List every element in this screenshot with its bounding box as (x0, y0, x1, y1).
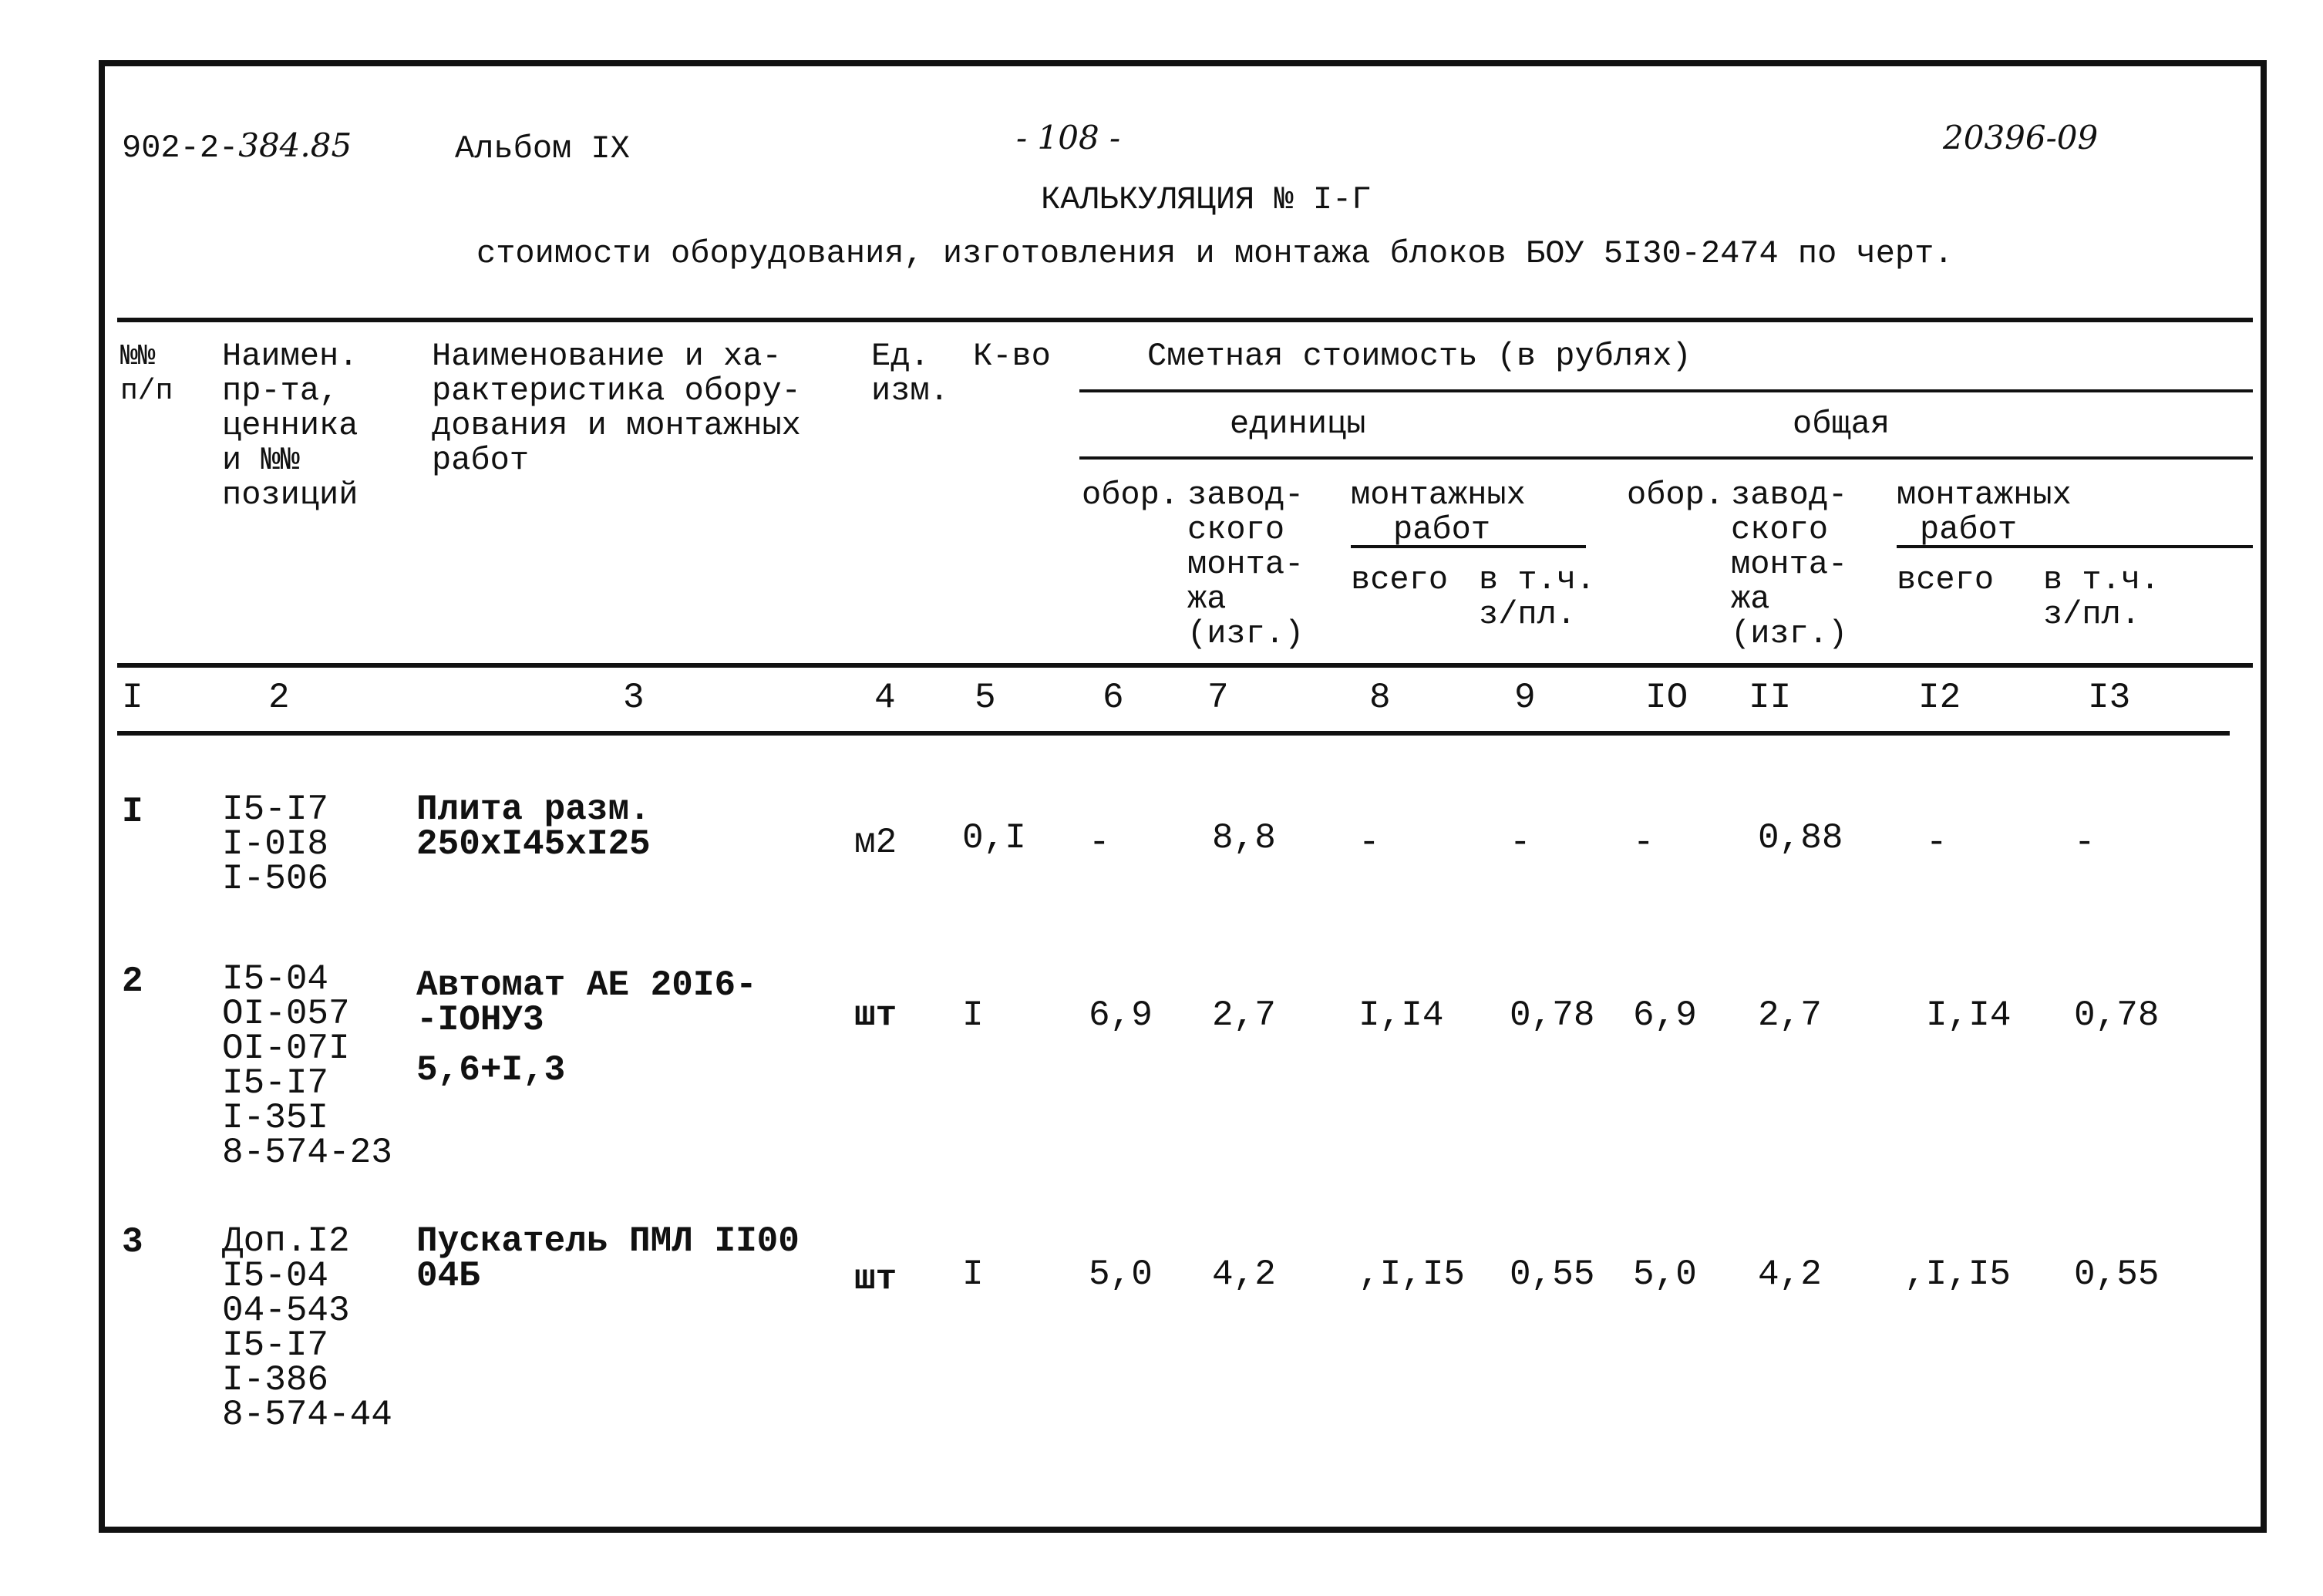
row-unit: м2 (854, 823, 897, 863)
row-c13: 0,55 (2074, 1254, 2160, 1295)
doc-code-prefix: 902-2- (122, 130, 239, 167)
row-c9: - (1510, 823, 1531, 863)
page-number: - 108 - (1016, 119, 1121, 157)
col-number: II (1749, 678, 1792, 718)
col-header-number: №№ п/п (120, 340, 173, 408)
row-qty: I (962, 995, 984, 1035)
col-number: I2 (1918, 678, 1961, 718)
doc-subtitle: стоимости оборудования, изготовления и монтажа блоков БОУ 5I30-2474 по черт. (476, 235, 1954, 272)
col-header-unit: Ед. изм. (871, 338, 949, 409)
col-header-qty: К-во (973, 338, 1051, 375)
row-c11: 4,2 (1758, 1254, 1822, 1295)
col-number: 4 (874, 678, 896, 718)
col-header-mont-total (1897, 478, 2072, 547)
row-c13: 0,78 (2074, 995, 2160, 1035)
mont-unit-label-a: монтажных (1351, 476, 1526, 513)
col-header-obor-total: обор. (1627, 476, 1725, 513)
col-header-unit-cost: единицы (1230, 406, 1366, 443)
row-qty: I (962, 1254, 984, 1295)
col-header-codes: Наимен. пр-та, ценника и №№ позиций (222, 338, 359, 513)
row-c7: 4,2 (1212, 1254, 1276, 1295)
row-codes: I5-I7 I-0I8 I-506 (222, 790, 329, 899)
row-c12: ,I,I5 (1904, 1254, 2012, 1295)
row-codes: I5-04 OI-057 OI-07I I5-I7 I-35I 8-574-23 (222, 959, 392, 1173)
unit-total-rule (1079, 456, 2253, 460)
row-c10: - (1633, 823, 1655, 863)
row-number: 3 (122, 1222, 143, 1262)
doc-number: 20396-09 (1943, 119, 2099, 157)
col-number: 7 (1207, 678, 1229, 718)
row-name-extra: 5,6+I,3 (416, 1050, 566, 1090)
col-number: 5 (975, 678, 996, 718)
col-header-mont-unit (1351, 478, 1526, 547)
col-header-zavod-unit: завод- ского монта- жа (изг.) (1187, 476, 1305, 652)
header-bottom-rule (117, 663, 2253, 668)
row-c10: 6,9 (1633, 995, 1697, 1035)
col-header-vsego-total: всего (1897, 561, 1995, 598)
col-number: 6 (1103, 678, 1124, 718)
row-c8: ,I,I5 (1358, 1254, 1466, 1295)
row-c10: 5,0 (1633, 1254, 1697, 1295)
row-c12: I,I4 (1926, 995, 2012, 1035)
row-c7: 8,8 (1212, 818, 1276, 858)
doc-title: КАЛЬКУЛЯЦИЯ № I-Г (1041, 181, 1372, 218)
doc-code (122, 126, 352, 167)
doc-code-handwritten: 384.85 (238, 126, 352, 164)
col-header-name: Наименование и ха- рактеристика обору- дования и монтажных работ (432, 338, 801, 479)
row-number: 2 (122, 961, 143, 1002)
col-number: 3 (623, 678, 645, 718)
col-header-cost: Сметная стоимость (в рублях) (1147, 338, 1692, 375)
col-number: 9 (1514, 678, 1536, 718)
col-header-vtch-unit: в т.ч. з/пл. (1479, 561, 1596, 633)
row-unit: шт (854, 1259, 897, 1299)
col-header-vsego-unit: всего (1351, 561, 1449, 598)
row-c6: 5,0 (1089, 1254, 1153, 1295)
col-header-obor-unit: обор. (1082, 476, 1180, 513)
row-name: Плита разм. 250xI45xI25 (416, 790, 651, 864)
col-number: I (122, 678, 143, 718)
row-c6: - (1089, 823, 1110, 863)
row-name: Пускатель ПМЛ II00 04Б (416, 1221, 800, 1296)
row-c7: 2,7 (1212, 995, 1276, 1035)
row-c11: 2,7 (1758, 995, 1822, 1035)
row-name: Автомат АЕ 20I6- -IOНУ3 (416, 965, 757, 1040)
row-c9: 0,55 (1510, 1254, 1595, 1295)
mont-total-label-a: монтажных (1897, 476, 2072, 513)
row-c8: I,I4 (1358, 995, 1444, 1035)
table-top-rule (117, 318, 2253, 322)
row-c9: 0,78 (1510, 995, 1595, 1035)
col-header-zavod-total: завод- ского монта- жа (изг.) (1731, 476, 1848, 652)
row-c13: - (2074, 823, 2096, 863)
album-label: Альбом IX (455, 130, 630, 167)
row-c12: - (1926, 823, 1948, 863)
col-number: IO (1645, 678, 1688, 718)
cost-header-rule (1079, 389, 2253, 392)
row-unit: шт (854, 995, 897, 1035)
mont-total-label-b: работ (1920, 511, 2018, 548)
col-number: 8 (1369, 678, 1391, 718)
col-header-vtch-total: в т.ч. з/пл. (2043, 561, 2160, 633)
col-number: I3 (2088, 678, 2131, 718)
row-codes: Доп.I2 I5-04 04-543 I5-I7 I-386 8-574-44 (222, 1221, 392, 1435)
col-header-total-cost: общая (1793, 406, 1890, 443)
mont-unit-label-b: работ (1393, 511, 1491, 548)
row-c8: - (1358, 823, 1380, 863)
col-number: 2 (268, 678, 290, 718)
row-c11: 0,88 (1758, 818, 1843, 858)
row-qty: 0,I (962, 818, 1026, 858)
row-c6: 6,9 (1089, 995, 1153, 1035)
row-number: I (122, 792, 143, 832)
colnum-bottom-rule (117, 731, 2230, 736)
